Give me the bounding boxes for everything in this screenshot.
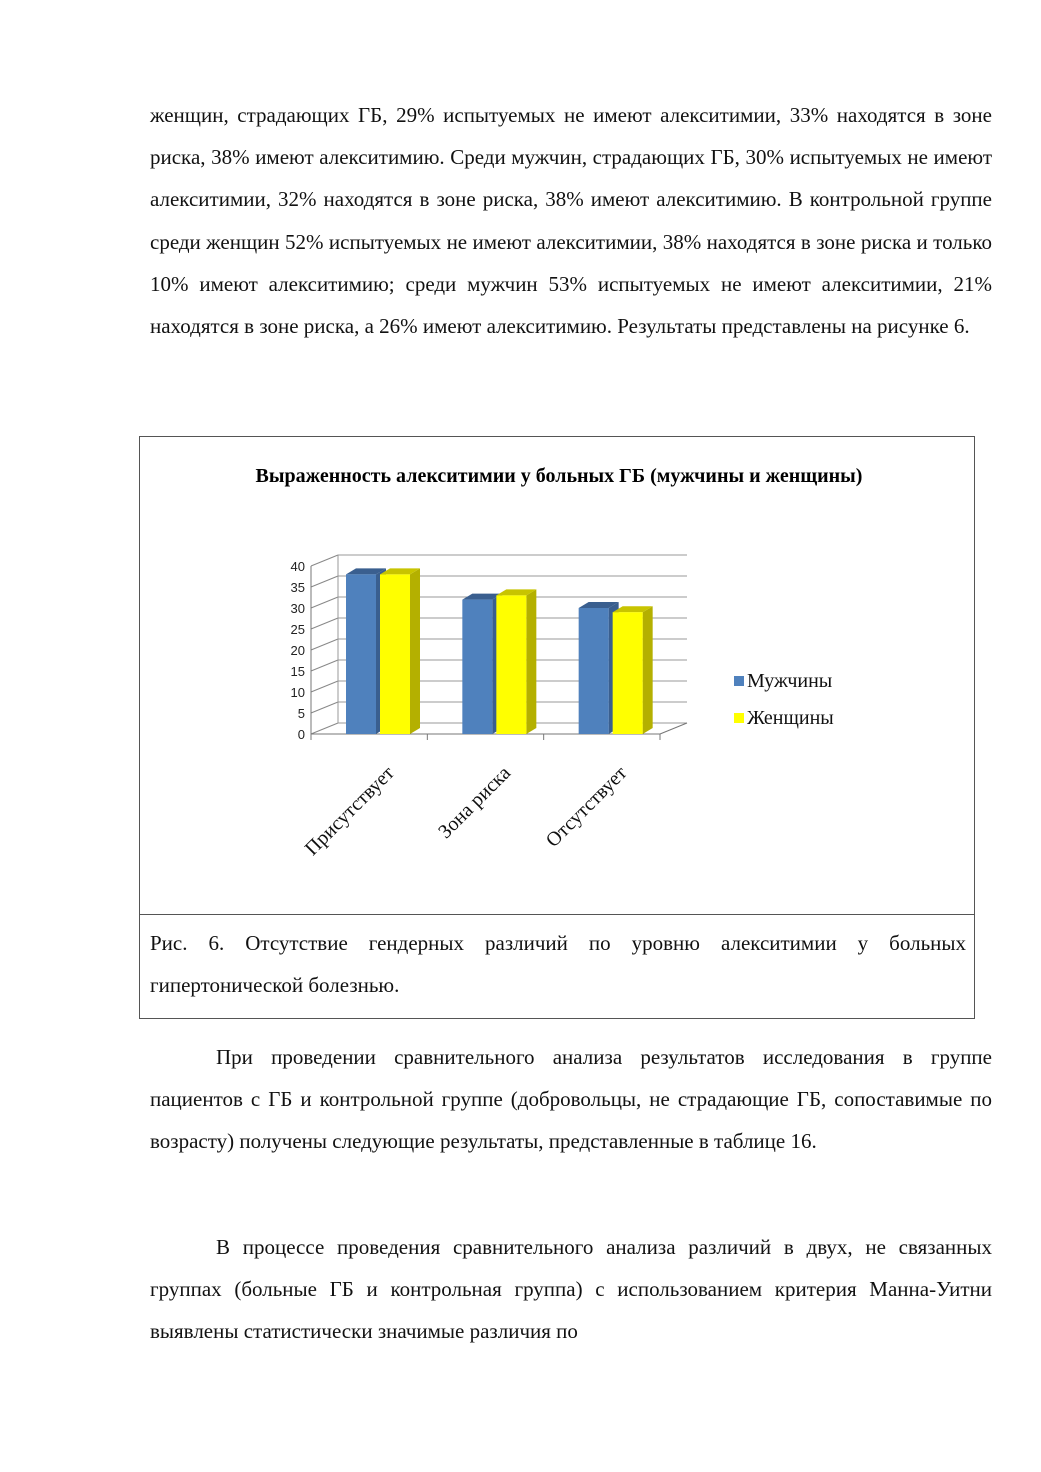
chart-area: [140, 437, 974, 914]
bar-side-1-2: [643, 606, 653, 734]
body-paragraph-3: В процессе проведения сравнительного анализа различий в двух, не связанных группах (больные ГБ и контрольная группа) с использованием критерия Манна-Уитни выявлены статистически значимые различия по: [150, 1235, 992, 1344]
figure-6: [139, 436, 975, 1019]
bar-0-1: [462, 600, 492, 734]
bar-side-1-0: [410, 568, 420, 734]
bar-1-1: [496, 595, 526, 734]
bar-side-1-1: [526, 589, 536, 734]
bar-0-2: [579, 608, 609, 734]
gridline-depth-3: [311, 660, 338, 671]
bar-0-0: [346, 574, 376, 734]
y-tick-label-4: 20: [290, 643, 305, 658]
gridline-depth-6: [311, 597, 338, 608]
gridline-depth-0: [311, 723, 338, 734]
x-category-label-0: Присутствует: [300, 761, 399, 860]
legend-swatch-1: [734, 713, 744, 723]
body-paragraph-1: женщин, страдающих ГБ, 29% испытуемых не имеют алекситимии, 33% находятся в зоне риска, 38% имеют алекситимию. Среди мужчин, страдающих ГБ, 30% испытуемых не имеют алекситимии, 32% находятся в зоне риска, 38% имеют алекситимию. В контрольной группе среди женщин 52% испытуемых не имеют алекситимии, 38% находятся в зоне риска и только 10% имеют алекситимию; среди мужчин 53% испытуемых не имеют алекситимии, 21% находятся в зоне риска, а 26% имеют алекситимию. Результаты представлены на рисунке 6.: [150, 103, 992, 339]
bar-1-2: [613, 612, 643, 734]
y-tick-label-0: 0: [297, 727, 305, 742]
gridline-depth-4: [311, 639, 338, 650]
y-tick-label-2: 10: [290, 685, 305, 700]
x-category-label-1: Зона риска: [434, 761, 516, 843]
figure-caption: Рис. 6. Отсутствие гендерных различий по уровню алекситимии у больных гипертонической болезнью.: [150, 931, 966, 997]
chart-title: Выраженность алекситимии у больных ГБ (мужчины и женщины): [255, 465, 863, 487]
y-tick-label-5: 25: [290, 622, 305, 637]
y-tick-label-6: 30: [290, 601, 305, 616]
gridline-depth-2: [311, 681, 338, 692]
floor-edge: [660, 723, 687, 734]
gridline-depth-1: [311, 702, 338, 713]
x-category-label-2: Отсутствует: [541, 761, 632, 852]
y-tick-label-1: 5: [297, 706, 305, 721]
y-tick-label-8: 40: [290, 559, 305, 574]
legend-swatch-0: [734, 676, 744, 686]
gridline-depth-7: [311, 576, 338, 587]
legend-label-0: Мужчины: [747, 670, 833, 692]
bar-1-0: [380, 574, 410, 734]
y-tick-label-7: 35: [290, 580, 305, 595]
body-paragraph-2: При проведении сравнительного анализа результатов исследования в группе пациентов с ГБ и контрольной группе (добровольцы, не страдающие ГБ, сопоставимые по возрасту) получены следующие результаты, представленные в таблице 16.: [150, 1045, 992, 1154]
y-tick-label-3: 15: [290, 664, 305, 679]
bar-chart: [140, 437, 974, 914]
gridline-depth-5: [311, 618, 338, 629]
gridline-depth-8: [311, 555, 338, 566]
legend-label-1: Женщины: [747, 707, 834, 729]
caption-area: [140, 914, 974, 1019]
